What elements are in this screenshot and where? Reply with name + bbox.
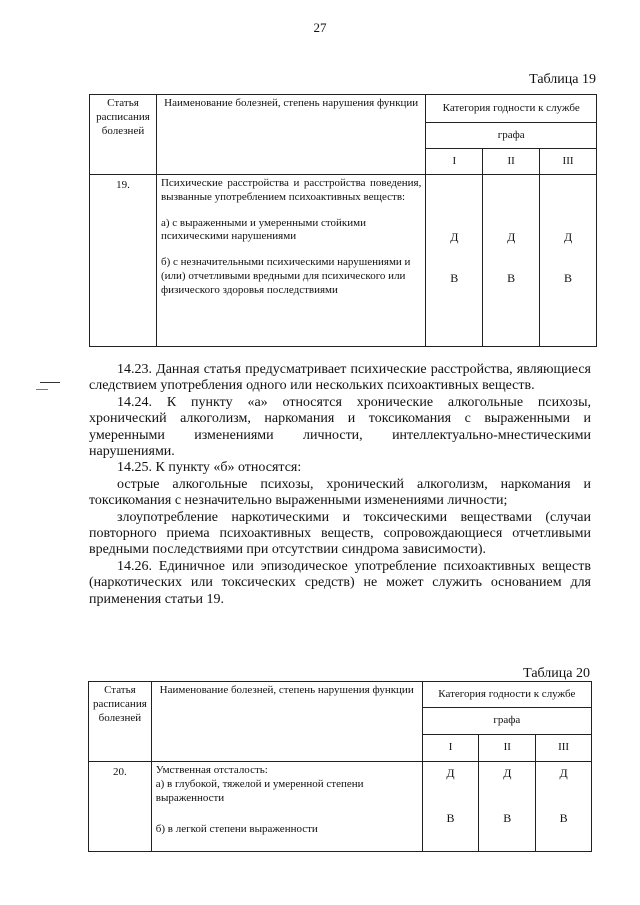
table-20 (88, 681, 592, 852)
header-column: графа (422, 708, 591, 735)
disease-title: Умственная отсталость: (155, 764, 268, 776)
header-article: Статья расписания болезней (89, 682, 152, 762)
header-col-2: II (479, 735, 536, 762)
header-category: Категория годности к службе (422, 682, 591, 708)
header-col-2: II (483, 149, 540, 175)
category-col-2 (483, 175, 540, 347)
page-number: 27 (313, 20, 327, 35)
category-col-1 (426, 175, 483, 347)
category-a-1: Д (446, 766, 455, 780)
paragraph-14-25-b: злоупотребление наркотическими и токсическими веществами (случаи повторного приема психоактивных веществ, сопровождающиеся отчетливыми вредными последствиями при отсутствии синдрома зависимости). (89, 509, 591, 558)
header-col-3: III (540, 149, 597, 175)
margin-mark (40, 382, 60, 383)
paragraph-14-24: 14.24. К пункту «а» относятся хронические алкогольные психозы, хронический алкоголизм, наркомания и токсикомания с выраженными и умеренными изменениями личности, интеллектуально-мнестическими нарушениями. (89, 394, 591, 460)
body-text (89, 362, 591, 608)
disease-title: Психические расстройства и расстройства поведения, вызванные употреблением психоактивных веществ: (160, 177, 422, 203)
header-disease-name: Наименование болезней, степень нарушения функции (156, 95, 425, 175)
header-col-1: I (426, 149, 483, 175)
header-col-3: III (536, 735, 592, 762)
header-category: Категория годности к службе (426, 95, 597, 123)
margin-mark (36, 389, 48, 390)
category-a-3: Д (563, 230, 573, 244)
category-b-3: В (559, 811, 568, 825)
category-col-1 (422, 762, 479, 852)
paragraph-14-25: 14.25. К пункту «б» относятся: (117, 460, 302, 476)
category-b-3: В (564, 271, 573, 285)
table-19 (89, 94, 597, 347)
item-a: а) в глубокой, тяжелой и умеренной степени выраженности (155, 777, 364, 804)
category-b-1: В (450, 271, 459, 285)
category-b-1: В (446, 811, 455, 825)
row-number: 20. (89, 762, 152, 852)
item-b: б) с незначительными психическими нарушениями и (или) отчетливыми вредными для психического или физического здоровья последствиями (160, 256, 411, 296)
item-a: а) с выраженными и умеренными стойкими психическими нарушениями (160, 216, 366, 243)
category-col-2 (479, 762, 536, 852)
table-19-label: Таблица 19 (529, 72, 596, 87)
paragraph-14-25-a: острые алкогольные психозы, хронический алкоголизм, наркомания и токсикомания с незначительно выраженными изменениями личности; (89, 476, 591, 509)
category-a-2: Д (503, 766, 512, 780)
category-a-2: Д (507, 230, 516, 244)
row-description (151, 762, 422, 852)
category-b-2: В (507, 271, 516, 285)
paragraph-14-26: 14.26. Единичное или эпизодическое употребление психоактивных веществ (наркотических или токсических средств) не может служить основанием для применения статьи 19. (89, 558, 591, 607)
row-number: 19. (90, 175, 157, 347)
category-a-1: Д (450, 230, 459, 244)
category-col-3 (536, 762, 592, 852)
category-col-3 (540, 175, 597, 347)
paragraph-14-23: 14.23. Данная статья предусматривает психические расстройства, являющиеся следствием употребления одного или нескольких психоактивных веществ. (89, 362, 591, 394)
header-col-1: I (422, 735, 479, 762)
table-20-label: Таблица 20 (523, 666, 590, 681)
header-article: Статья расписания болезней (90, 95, 157, 175)
row-description (156, 175, 425, 347)
header-disease-name: Наименование болезней, степень нарушения функции (151, 682, 422, 762)
category-a-3: Д (559, 766, 568, 780)
category-b-2: В (503, 811, 512, 825)
header-column: графа (426, 123, 597, 149)
item-b: б) в легкой степени выраженности (155, 823, 318, 836)
